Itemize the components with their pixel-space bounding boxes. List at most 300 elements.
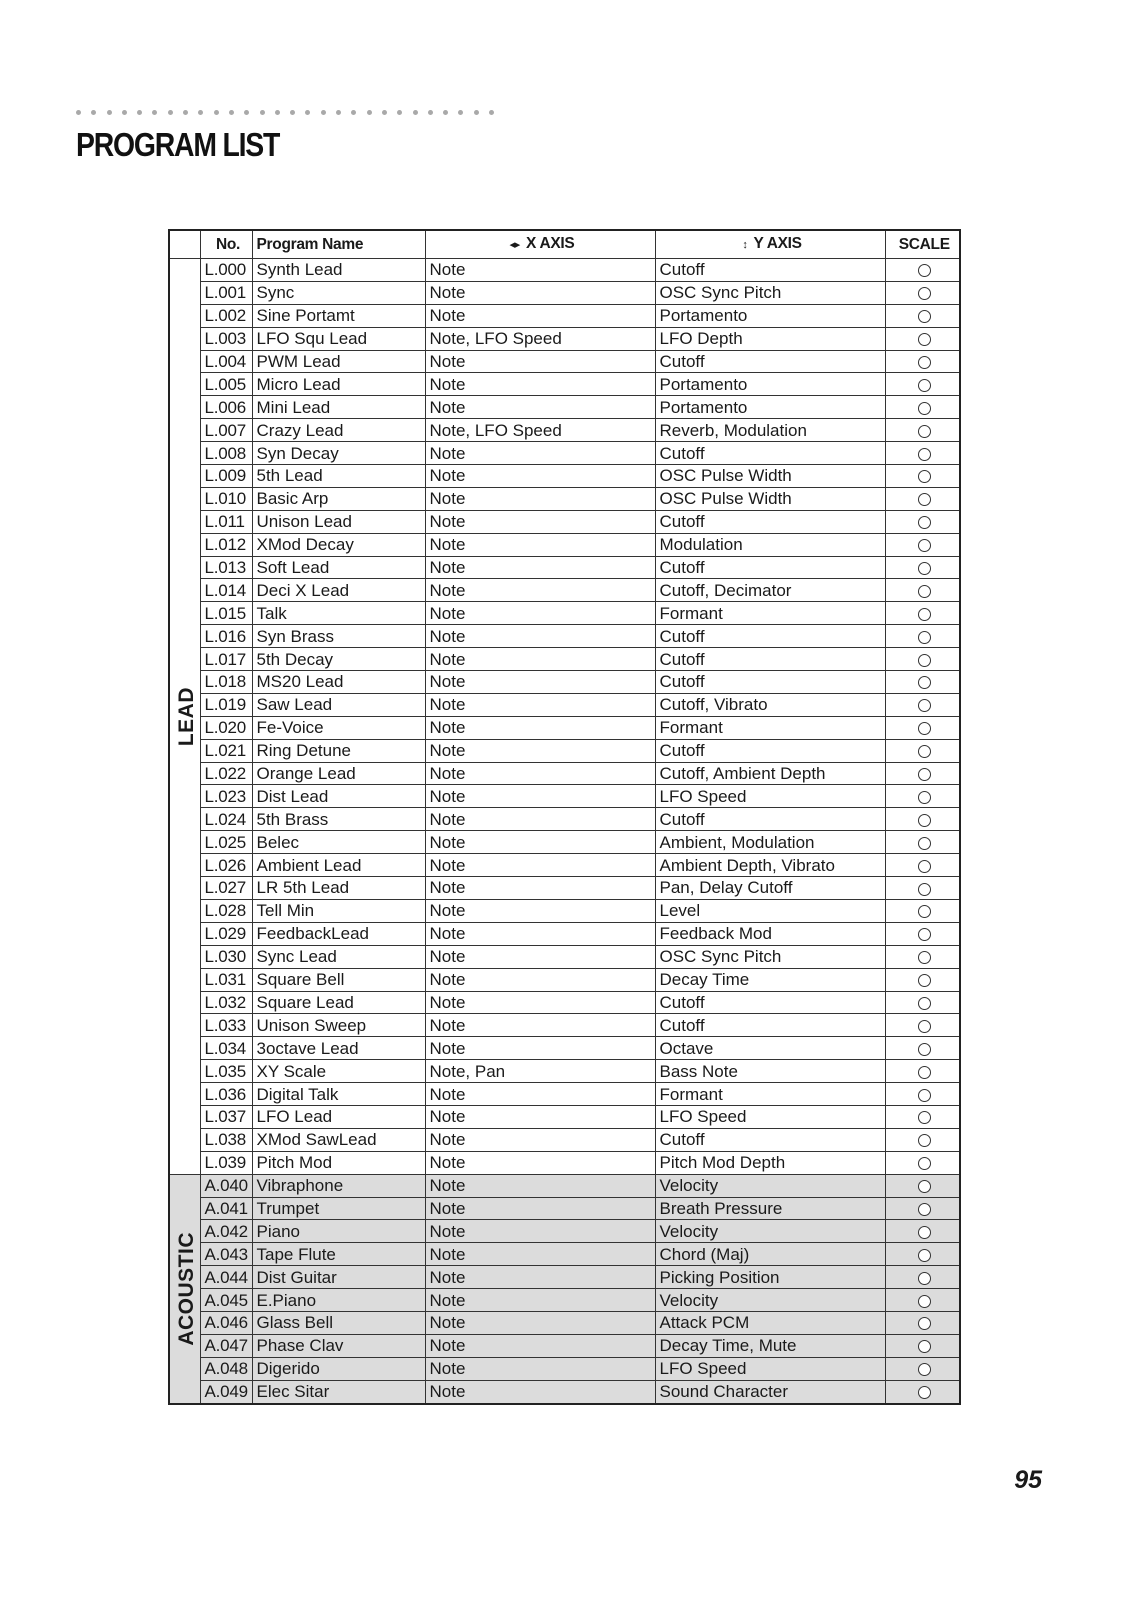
scale-cell <box>885 899 960 922</box>
table-row <box>169 785 960 808</box>
y-axis-value: Formant <box>655 716 885 739</box>
program-number: L.035 <box>200 1060 252 1083</box>
program-name: Piano <box>252 1220 425 1243</box>
scale-cell <box>885 877 960 900</box>
decorative-dot-rule <box>76 110 536 118</box>
program-name: Phase Clav <box>252 1334 425 1357</box>
group-label-cell <box>169 259 200 1175</box>
scale-cell <box>885 785 960 808</box>
scale-cell <box>885 533 960 556</box>
y-axis-value: Sound Character <box>655 1380 885 1403</box>
x-axis-value: Note <box>425 648 655 671</box>
y-axis-value: Reverb, Modulation <box>655 419 885 442</box>
circle-icon <box>918 676 931 689</box>
program-number: L.011 <box>200 510 252 533</box>
table-row <box>169 808 960 831</box>
table-row <box>169 1380 960 1403</box>
program-name: E.Piano <box>252 1289 425 1312</box>
program-number: L.024 <box>200 808 252 831</box>
circle-icon <box>918 1203 931 1216</box>
scale-cell <box>885 327 960 350</box>
circle-icon <box>918 608 931 621</box>
program-number: A.040 <box>200 1174 252 1197</box>
program-name: 5th Brass <box>252 808 425 831</box>
program-name: Unison Lead <box>252 510 425 533</box>
x-axis-value: Note <box>425 808 655 831</box>
table-row <box>169 739 960 762</box>
scale-cell <box>885 1083 960 1106</box>
y-axis-value: Velocity <box>655 1174 885 1197</box>
scale-cell <box>885 808 960 831</box>
program-name: Square Lead <box>252 991 425 1014</box>
table-row <box>169 762 960 785</box>
table-body <box>169 259 960 1404</box>
program-name: Sync <box>252 281 425 304</box>
program-number: A.046 <box>200 1311 252 1334</box>
program-name: Digerido <box>252 1357 425 1380</box>
x-axis-value: Note <box>425 1266 655 1289</box>
x-axis-value: Note <box>425 556 655 579</box>
table-row <box>169 579 960 602</box>
table-row <box>169 1334 960 1357</box>
table-row <box>169 419 960 442</box>
x-axis-value: Note <box>425 510 655 533</box>
program-number: L.032 <box>200 991 252 1014</box>
program-number: L.000 <box>200 259 252 282</box>
circle-icon <box>918 1111 931 1124</box>
group-label-cell <box>169 1174 200 1403</box>
program-number: L.027 <box>200 877 252 900</box>
x-axis-value: Note, LFO Speed <box>425 327 655 350</box>
program-name: Sine Portamt <box>252 304 425 327</box>
program-name: Orange Lead <box>252 762 425 785</box>
program-number: L.014 <box>200 579 252 602</box>
program-name: Ambient Lead <box>252 854 425 877</box>
table-row <box>169 1083 960 1106</box>
y-axis-value: Cutoff, Vibrato <box>655 693 885 716</box>
table-row <box>169 968 960 991</box>
scale-cell <box>885 1243 960 1266</box>
program-name: Vibraphone <box>252 1174 425 1197</box>
scale-cell <box>885 1220 960 1243</box>
table-header-row <box>169 230 960 259</box>
header-x-axis <box>425 230 655 259</box>
program-number: L.002 <box>200 304 252 327</box>
scale-cell <box>885 442 960 465</box>
program-number: L.031 <box>200 968 252 991</box>
table-row <box>169 304 960 327</box>
table-row <box>169 1197 960 1220</box>
table-row <box>169 1060 960 1083</box>
circle-icon <box>918 699 931 712</box>
y-axis-value: Cutoff <box>655 1014 885 1037</box>
table-row <box>169 877 960 900</box>
table-row <box>169 693 960 716</box>
program-name: Trumpet <box>252 1197 425 1220</box>
table-row <box>169 625 960 648</box>
group-label: ACOUSTIC <box>175 1231 199 1346</box>
circle-icon <box>918 539 931 552</box>
program-name: Glass Bell <box>252 1311 425 1334</box>
scale-cell <box>885 648 960 671</box>
program-name: XMod Decay <box>252 533 425 556</box>
scale-cell <box>885 693 960 716</box>
y-axis-value: Cutoff, Decimator <box>655 579 885 602</box>
scale-cell <box>885 739 960 762</box>
scale-cell <box>885 854 960 877</box>
program-name: XY Scale <box>252 1060 425 1083</box>
program-name: Elec Sitar <box>252 1380 425 1403</box>
x-axis-value: Note <box>425 1105 655 1128</box>
table-row <box>169 831 960 854</box>
circle-icon <box>918 791 931 804</box>
scale-cell <box>885 831 960 854</box>
circle-icon <box>918 264 931 277</box>
x-axis-value: Note <box>425 442 655 465</box>
table-row <box>169 533 960 556</box>
y-axis-value: OSC Pulse Width <box>655 487 885 510</box>
circle-icon <box>918 1272 931 1285</box>
group-label: LEAD <box>175 686 199 746</box>
table-row <box>169 945 960 968</box>
scale-cell <box>885 991 960 1014</box>
y-axis-value: Breath Pressure <box>655 1197 885 1220</box>
program-number: L.005 <box>200 373 252 396</box>
circle-icon <box>918 1363 931 1376</box>
program-name: Basic Arp <box>252 487 425 510</box>
x-axis-value: Note <box>425 1380 655 1403</box>
y-axis-value: OSC Pulse Width <box>655 465 885 488</box>
y-axis-value: Velocity <box>655 1289 885 1312</box>
program-name: LFO Squ Lead <box>252 327 425 350</box>
circle-icon <box>918 333 931 346</box>
y-axis-value: Cutoff <box>655 442 885 465</box>
circle-icon <box>918 516 931 529</box>
scale-cell <box>885 1357 960 1380</box>
program-number: A.048 <box>200 1357 252 1380</box>
program-number: L.012 <box>200 533 252 556</box>
program-name: Micro Lead <box>252 373 425 396</box>
program-number: L.030 <box>200 945 252 968</box>
header-x-axis-label: X AXIS <box>526 235 575 252</box>
y-axis-value: Formant <box>655 1083 885 1106</box>
y-axis-value: Picking Position <box>655 1266 885 1289</box>
scale-cell <box>885 762 960 785</box>
x-axis-value: Note <box>425 350 655 373</box>
header-scale: SCALE <box>885 230 960 259</box>
program-name: Sync Lead <box>252 945 425 968</box>
program-number: L.016 <box>200 625 252 648</box>
program-number: L.036 <box>200 1083 252 1106</box>
circle-icon <box>918 1340 931 1353</box>
y-axis-value: Cutoff, Ambient Depth <box>655 762 885 785</box>
circle-icon <box>918 631 931 644</box>
program-number: L.021 <box>200 739 252 762</box>
x-axis-value: Note <box>425 785 655 808</box>
circle-icon <box>918 883 931 896</box>
program-name: Crazy Lead <box>252 419 425 442</box>
x-axis-value: Note <box>425 877 655 900</box>
y-axis-value: LFO Depth <box>655 327 885 350</box>
y-axis-value: Velocity <box>655 1220 885 1243</box>
scale-cell <box>885 1334 960 1357</box>
program-number: L.003 <box>200 327 252 350</box>
table-row <box>169 1289 960 1312</box>
circle-icon <box>918 356 931 369</box>
program-name: 5th Lead <box>252 465 425 488</box>
x-axis-value: Note <box>425 693 655 716</box>
y-axis-value: Formant <box>655 602 885 625</box>
circle-icon <box>918 425 931 438</box>
y-axis-value: Modulation <box>655 533 885 556</box>
scale-cell <box>885 1266 960 1289</box>
y-axis-value: LFO Speed <box>655 785 885 808</box>
x-axis-value: Note <box>425 1128 655 1151</box>
x-axis-value: Note <box>425 625 655 648</box>
scale-cell <box>885 579 960 602</box>
y-axis-value: OSC Sync Pitch <box>655 945 885 968</box>
program-name: 3octave Lead <box>252 1037 425 1060</box>
circle-icon <box>918 1249 931 1262</box>
y-axis-value: Bass Note <box>655 1060 885 1083</box>
program-number: L.019 <box>200 693 252 716</box>
y-axis-value: Pan, Delay Cutoff <box>655 877 885 900</box>
table-row <box>169 648 960 671</box>
y-axis-value: Portamento <box>655 304 885 327</box>
program-number: L.039 <box>200 1151 252 1174</box>
program-number: L.007 <box>200 419 252 442</box>
scale-cell <box>885 304 960 327</box>
scale-cell <box>885 259 960 282</box>
table-row <box>169 327 960 350</box>
scale-cell <box>885 1037 960 1060</box>
scale-cell <box>885 602 960 625</box>
y-axis-value: LFO Speed <box>655 1105 885 1128</box>
program-name: Dist Guitar <box>252 1266 425 1289</box>
scale-cell <box>885 1380 960 1403</box>
program-number: L.008 <box>200 442 252 465</box>
y-axis-value: Cutoff <box>655 510 885 533</box>
circle-icon <box>918 905 931 918</box>
x-axis-value: Note <box>425 968 655 991</box>
table-row <box>169 1105 960 1128</box>
table-row <box>169 350 960 373</box>
x-axis-value: Note <box>425 1220 655 1243</box>
program-number: L.022 <box>200 762 252 785</box>
x-axis-value: Note <box>425 1197 655 1220</box>
y-axis-value: Pitch Mod Depth <box>655 1151 885 1174</box>
x-axis-value: Note <box>425 1037 655 1060</box>
x-axis-value: Note, Pan <box>425 1060 655 1083</box>
circle-icon <box>918 1089 931 1102</box>
y-axis-value: LFO Speed <box>655 1357 885 1380</box>
circle-icon <box>918 1226 931 1239</box>
program-name: Soft Lead <box>252 556 425 579</box>
program-name: Saw Lead <box>252 693 425 716</box>
program-number: L.028 <box>200 899 252 922</box>
table-row <box>169 1037 960 1060</box>
program-number: A.043 <box>200 1243 252 1266</box>
circle-icon <box>918 1180 931 1193</box>
scale-cell <box>885 1289 960 1312</box>
circle-icon <box>918 287 931 300</box>
circle-icon <box>918 585 931 598</box>
horizontal-arrow-icon: ◂▸ <box>509 239 520 251</box>
program-number: L.018 <box>200 671 252 694</box>
program-name: Pitch Mod <box>252 1151 425 1174</box>
y-axis-value: Cutoff <box>655 625 885 648</box>
program-number: L.001 <box>200 281 252 304</box>
scale-cell <box>885 487 960 510</box>
scale-cell <box>885 1311 960 1334</box>
program-name: Talk <box>252 602 425 625</box>
x-axis-value: Note <box>425 1357 655 1380</box>
x-axis-value: Note <box>425 1151 655 1174</box>
circle-icon <box>918 1043 931 1056</box>
y-axis-value: Cutoff <box>655 648 885 671</box>
x-axis-value: Note <box>425 671 655 694</box>
y-axis-value: Cutoff <box>655 350 885 373</box>
circle-icon <box>918 1134 931 1147</box>
scale-cell <box>885 1128 960 1151</box>
program-name: Ring Detune <box>252 739 425 762</box>
program-name: Syn Decay <box>252 442 425 465</box>
y-axis-value: Cutoff <box>655 1128 885 1151</box>
y-axis-value: Feedback Mod <box>655 922 885 945</box>
program-name: Deci X Lead <box>252 579 425 602</box>
header-program-name: Program Name <box>252 230 425 259</box>
y-axis-value: Portamento <box>655 373 885 396</box>
table-row <box>169 373 960 396</box>
program-name: PWM Lead <box>252 350 425 373</box>
program-number: A.045 <box>200 1289 252 1312</box>
table-row <box>169 556 960 579</box>
table-row <box>169 1243 960 1266</box>
y-axis-value: Cutoff <box>655 808 885 831</box>
x-axis-value: Note <box>425 739 655 762</box>
program-name: MS20 Lead <box>252 671 425 694</box>
x-axis-value: Note <box>425 602 655 625</box>
table-row <box>169 1357 960 1380</box>
circle-icon <box>918 654 931 667</box>
scale-cell <box>885 945 960 968</box>
x-axis-value: Note <box>425 533 655 556</box>
program-name: LR 5th Lead <box>252 877 425 900</box>
table-row <box>169 1220 960 1243</box>
circle-icon <box>918 837 931 850</box>
y-axis-value: Chord (Maj) <box>655 1243 885 1266</box>
table-row <box>169 465 960 488</box>
program-name: Synth Lead <box>252 259 425 282</box>
circle-icon <box>918 1295 931 1308</box>
table-row <box>169 991 960 1014</box>
circle-icon <box>918 997 931 1010</box>
circle-icon <box>918 1386 931 1399</box>
scale-cell <box>885 922 960 945</box>
program-name: XMod SawLead <box>252 1128 425 1151</box>
program-number: L.004 <box>200 350 252 373</box>
program-name: Square Bell <box>252 968 425 991</box>
table-row <box>169 1266 960 1289</box>
program-name: Tape Flute <box>252 1243 425 1266</box>
table-row <box>169 487 960 510</box>
program-list-table <box>168 229 961 1405</box>
scale-cell <box>885 465 960 488</box>
circle-icon <box>918 928 931 941</box>
x-axis-value: Note <box>425 1174 655 1197</box>
program-number: L.034 <box>200 1037 252 1060</box>
circle-icon <box>918 1317 931 1330</box>
program-number: L.025 <box>200 831 252 854</box>
program-name: Dist Lead <box>252 785 425 808</box>
x-axis-value: Note <box>425 579 655 602</box>
table-row <box>169 442 960 465</box>
x-axis-value: Note <box>425 1243 655 1266</box>
y-axis-value: Decay Time <box>655 968 885 991</box>
x-axis-value: Note <box>425 831 655 854</box>
program-number: L.033 <box>200 1014 252 1037</box>
table-row <box>169 1128 960 1151</box>
x-axis-value: Note <box>425 304 655 327</box>
scale-cell <box>885 1060 960 1083</box>
circle-icon <box>918 402 931 415</box>
x-axis-value: Note <box>425 373 655 396</box>
x-axis-value: Note <box>425 1289 655 1312</box>
program-number: L.037 <box>200 1105 252 1128</box>
x-axis-value: Note <box>425 1014 655 1037</box>
y-axis-value: Cutoff <box>655 556 885 579</box>
y-axis-value: Octave <box>655 1037 885 1060</box>
x-axis-value: Note <box>425 716 655 739</box>
vertical-arrow-icon: ↕ <box>742 239 748 251</box>
program-number: L.029 <box>200 922 252 945</box>
circle-icon <box>918 470 931 483</box>
program-number: L.006 <box>200 396 252 419</box>
circle-icon <box>918 493 931 506</box>
scale-cell <box>885 556 960 579</box>
scale-cell <box>885 419 960 442</box>
header-y-axis-label: Y AXIS <box>753 235 802 252</box>
x-axis-value: Note <box>425 259 655 282</box>
scale-cell <box>885 396 960 419</box>
y-axis-value: Cutoff <box>655 991 885 1014</box>
y-axis-value: Cutoff <box>655 259 885 282</box>
y-axis-value: Ambient Depth, Vibrato <box>655 854 885 877</box>
program-name: FeedbackLead <box>252 922 425 945</box>
program-number: L.010 <box>200 487 252 510</box>
x-axis-value: Note <box>425 487 655 510</box>
table-row <box>169 1174 960 1197</box>
scale-cell <box>885 1105 960 1128</box>
program-number: L.009 <box>200 465 252 488</box>
table-row <box>169 1151 960 1174</box>
circle-icon <box>918 745 931 758</box>
circle-icon <box>918 860 931 873</box>
scale-cell <box>885 350 960 373</box>
table-row <box>169 671 960 694</box>
page-number: 95 <box>1014 1466 1042 1494</box>
program-name: Syn Brass <box>252 625 425 648</box>
scale-cell <box>885 1174 960 1197</box>
program-number: L.013 <box>200 556 252 579</box>
table-row <box>169 899 960 922</box>
program-number: L.015 <box>200 602 252 625</box>
x-axis-value: Note <box>425 899 655 922</box>
scale-cell <box>885 968 960 991</box>
scale-cell <box>885 1151 960 1174</box>
x-axis-value: Note <box>425 922 655 945</box>
x-axis-value: Note, LFO Speed <box>425 419 655 442</box>
